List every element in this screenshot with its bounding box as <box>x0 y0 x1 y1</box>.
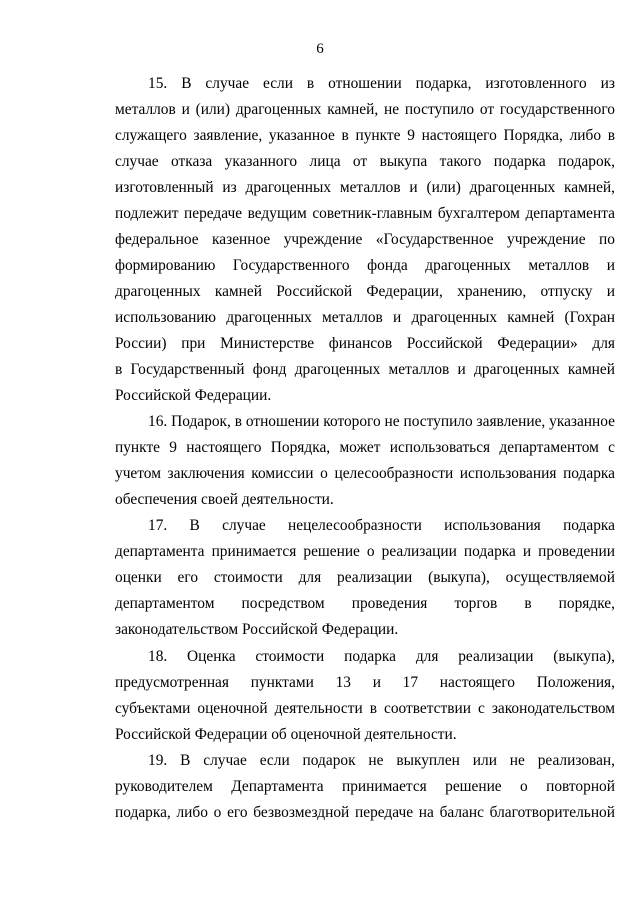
text-line: 18. Оценка стоимости подарка для реализации (выкупа), <box>148 648 615 665</box>
text-line: предусмотренная пунктами 13 и 17 настоящего Положения, <box>115 674 615 691</box>
text-line: департаментом посредством проведения торгов в порядке, <box>115 595 615 612</box>
text-line: подарка, либо о его безвозмездной передаче на баланс благотворительной <box>115 804 615 821</box>
text-line: 16. Подарок, в отношении которого не поступило заявление, указанное <box>148 413 615 430</box>
text-line: 15. В случае если в отношении подарка, изготовленного из <box>148 75 615 92</box>
text-line: подлежит передаче ведущим советник-главным бухгалтером департамента <box>115 205 615 222</box>
text-line: драгоценных камней Российской Федерации, хранению, отпуску и <box>115 283 615 300</box>
text-line: 19. В случае если подарок не выкуплен или не реализован, <box>148 752 615 769</box>
text-line: учетом заключения комиссии о целесообразности использования подарка <box>115 465 615 482</box>
text-line: формированию Государственного фонда драгоценных металлов и <box>115 257 615 274</box>
text-line: департамента принимается решение о реализации подарка и проведении <box>115 543 615 560</box>
text-line: металлов и (или) драгоценных камней, не поступило от государственного <box>115 101 615 118</box>
text-line: руководителем Департамента принимается решение о повторной <box>115 778 615 795</box>
text-line: законодательством Российской Федерации. <box>115 621 399 638</box>
page-number: 6 <box>316 41 324 57</box>
text-line: в Государственный фонд драгоценных металлов и драгоценных камней <box>115 361 615 378</box>
text-line: обеспечения своей деятельности. <box>115 491 334 508</box>
text-line: служащего заявление, указанное в пункте 9 настоящего Порядка, либо в <box>115 127 615 144</box>
text-line: использованию драгоценных металлов и драгоценных камней (Гохран <box>115 309 615 326</box>
text-line: случае отказа указанного лица от выкупа такого подарка подарок, <box>115 153 615 170</box>
text-line: Российской Федерации. <box>115 387 272 404</box>
text-line: пункте 9 настоящего Порядка, может использоваться департаментом с <box>115 439 615 456</box>
text-line: субъектами оценочной деятельности в соответствии с законодательством <box>115 700 615 717</box>
text-line: Российской Федерации об оценочной деятельности. <box>115 726 457 743</box>
text-line: федеральное казенное учреждение «Государственное учреждение по <box>115 231 615 248</box>
text-line: России) при Министерстве финансов Российской Федерации» для <box>115 335 615 352</box>
text-line: оценки его стоимости для реализации (выкупа), осуществляемой <box>115 569 615 586</box>
text-line: 17. В случае нецелесообразности использования подарка <box>148 517 615 534</box>
text-line: изготовленный из драгоценных металлов и (или) драгоценных камней, <box>115 179 615 196</box>
